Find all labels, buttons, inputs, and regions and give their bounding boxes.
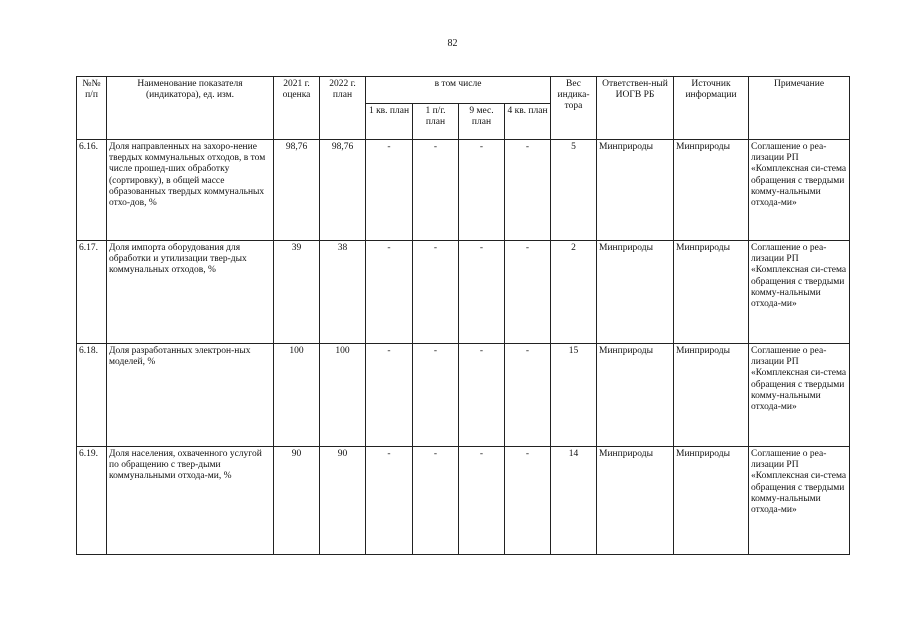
row-source: Минприроды	[674, 344, 749, 447]
row-name: Доля разработанных электрон-ных моделей, %	[107, 344, 274, 447]
row-source: Минприроды	[674, 447, 749, 555]
header-note: Примечание	[749, 77, 850, 140]
row-h1: -	[413, 241, 459, 344]
row-h1: -	[413, 140, 459, 241]
header-num: №№ п/п	[77, 77, 107, 140]
header-h1: 1 п/г. план	[413, 104, 459, 140]
header-q1: 1 кв. план	[366, 104, 413, 140]
table-row	[77, 140, 850, 241]
row-name: Доля населения, охваченного услугой по обращению с твер-дыми коммунальными отхода-ми, %	[107, 447, 274, 555]
row-q4: -	[505, 140, 551, 241]
row-weight: 2	[551, 241, 597, 344]
header-responsible: Ответствен-ный ИОГВ РБ	[597, 77, 674, 140]
row-q4: -	[505, 241, 551, 344]
header-2021: 2021 г. оценка	[274, 77, 320, 140]
row-name: Доля направленных на захоро-нение твердых коммунальных отходов, в том числе прошед-ших обработку (сортировку), в общей массе образованных твердых коммунальных отхо-дов, %	[107, 140, 274, 241]
row-weight: 15	[551, 344, 597, 447]
page-number: 82	[447, 38, 458, 49]
row-note: Соглашение о реа-лизации РП «Комплексная си-стема обращения с твердыми комму-нальными отхода-ми»	[749, 241, 850, 344]
row-note: Соглашение о реа-лизации РП «Комплексная си-стема обращения с твердыми комму-нальными отхода-ми»	[749, 344, 850, 447]
row-num: 6.18.	[77, 344, 107, 447]
row-q4: -	[505, 447, 551, 555]
row-h1: -	[413, 447, 459, 555]
row-responsible: Минприроды	[597, 140, 674, 241]
header-including: в том числе	[366, 77, 551, 104]
row-note: Соглашение о реа-лизации РП «Комплексная си-стема обращения с твердыми комму-нальными отхода-ми»	[749, 447, 850, 555]
row-note: Соглашение о реа-лизации РП «Комплексная си-стема обращения с твердыми комму-нальными отхода-ми»	[749, 140, 850, 241]
row-responsible: Минприроды	[597, 344, 674, 447]
header-name: Наименование показателя (индикатора), ед. изм.	[107, 77, 274, 140]
row-2022: 38	[320, 241, 366, 344]
table-row	[77, 344, 850, 447]
row-responsible: Минприроды	[597, 241, 674, 344]
table-row	[77, 447, 850, 555]
row-name: Доля импорта оборудования для обработки и утилизации твер-дых коммунальных отходов, %	[107, 241, 274, 344]
row-q1: -	[366, 447, 413, 555]
row-2022: 90	[320, 447, 366, 555]
header-weight: Вес индика-тора	[551, 77, 597, 140]
row-q4: -	[505, 344, 551, 447]
row-2022: 100	[320, 344, 366, 447]
row-2021: 39	[274, 241, 320, 344]
row-h1: -	[413, 344, 459, 447]
row-9m: -	[459, 140, 505, 241]
row-2021: 98,76	[274, 140, 320, 241]
row-q1: -	[366, 241, 413, 344]
row-responsible: Минприроды	[597, 447, 674, 555]
row-source: Минприроды	[674, 241, 749, 344]
indicators-table	[76, 76, 850, 555]
row-num: 6.17.	[77, 241, 107, 344]
row-9m: -	[459, 241, 505, 344]
header-q4: 4 кв. план	[505, 104, 551, 140]
table-row	[77, 241, 850, 344]
row-source: Минприроды	[674, 140, 749, 241]
row-num: 6.16.	[77, 140, 107, 241]
row-q1: -	[366, 344, 413, 447]
row-q1: -	[366, 140, 413, 241]
row-2022: 98,76	[320, 140, 366, 241]
row-num: 6.19.	[77, 447, 107, 555]
header-9m: 9 мес. план	[459, 104, 505, 140]
row-weight: 14	[551, 447, 597, 555]
row-weight: 5	[551, 140, 597, 241]
row-9m: -	[459, 447, 505, 555]
row-2021: 100	[274, 344, 320, 447]
row-2021: 90	[274, 447, 320, 555]
header-source: Источник информации	[674, 77, 749, 140]
row-9m: -	[459, 344, 505, 447]
header-2022: 2022 г. план	[320, 77, 366, 140]
